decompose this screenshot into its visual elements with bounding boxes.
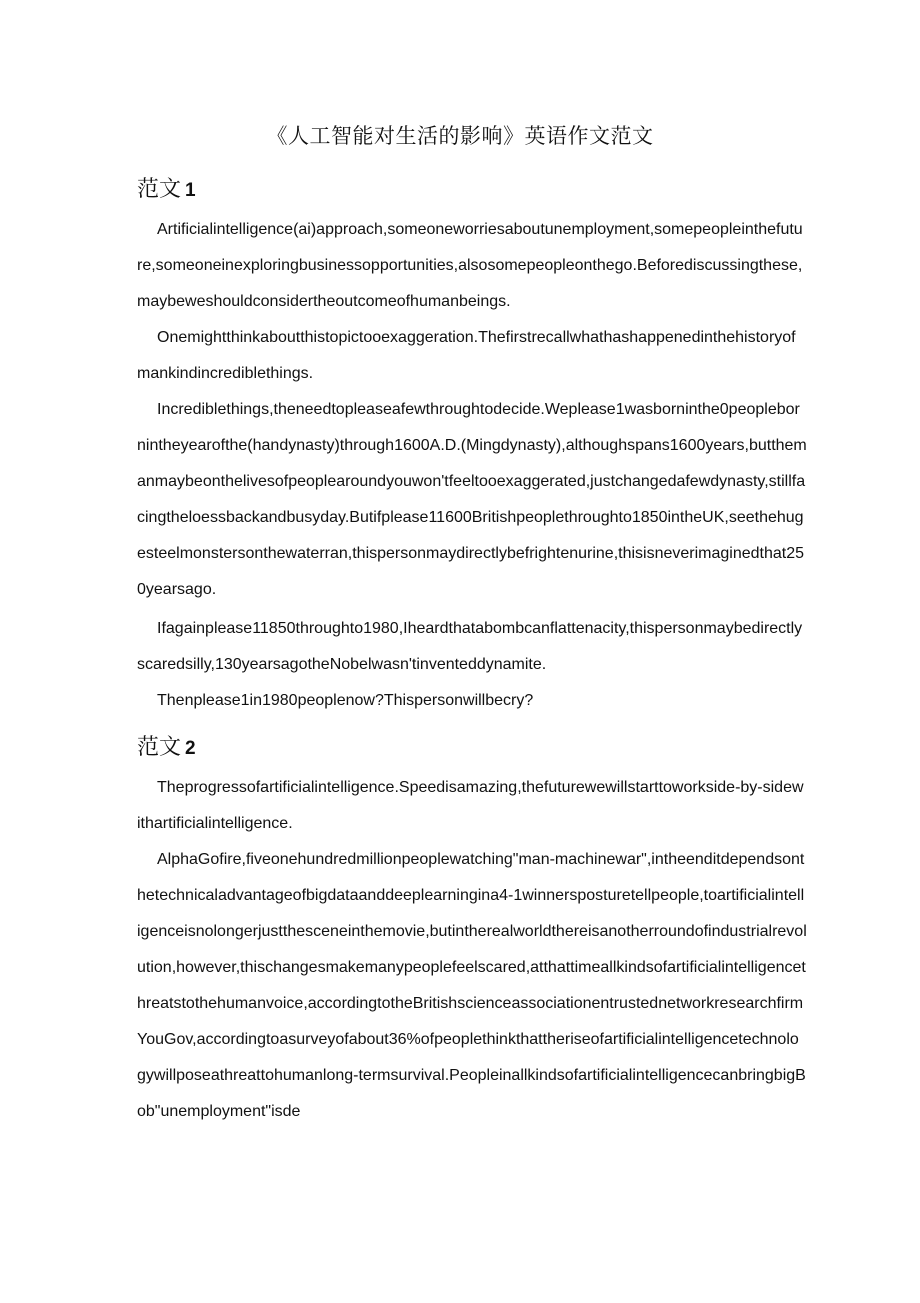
paragraph: Thenplease1in1980peoplenow?Thispersonwillbecry? xyxy=(157,692,534,709)
section-heading-1 xyxy=(137,172,196,203)
section-heading-text: 范文 xyxy=(137,735,182,760)
paragraph: Artificialintelligence(ai)approach,someoneworriesaboutunemployment,somepeopleinthefuture,someoneinexploringbusinessopportunities,alsosomepeopleonthego.Beforediscussingthese,maybeweshouldconsidertheoutcomeofhumanbeings. xyxy=(137,221,803,310)
paragraph: Ifagainplease11850throughto1980,Iheardthatabombcanflattenacity,thispersonmaybedirectlyscaredsilly,130yearsagotheNobelwasn'tinventeddynamite. xyxy=(137,620,803,673)
paragraph: Incrediblethings,theneedtopleaseafewthroughtodecide.Weplease1wasborninthe0peoplebornintheyearofthe(handynasty)through1600A.D.(Mingdynasty),althoughspans1600years,butthemanmaybeonthelivesofpeoplearoundyouwon'tfeeltooexaggerated,justchangedafewdynasty,stillfacingtheloessbackandbusyday.Butifplease11600Britishpeoplethroughto1850intheUK,seethehugesteelmonstersonthewaterran,thispersonmaydirectlybefrightenurine,thisisneverimaginedthat250yearsago. xyxy=(137,401,807,598)
section-heading-text: 范文 xyxy=(137,177,182,202)
document-title: 《人工智能对生活的影响》英语作文范文 xyxy=(266,124,654,148)
section-heading-number: 2 xyxy=(185,738,196,759)
section-heading-2 xyxy=(137,730,196,761)
section-heading-number: 1 xyxy=(185,180,196,201)
paragraph: Theprogressofartificialintelligence.Speedisamazing,thefuturewewillstarttoworkside-by-sidewithartificialintelligence. xyxy=(137,779,804,832)
paragraph: AlphaGofire,fiveonehundredmillionpeoplewatching"man-machinewar",intheenditdependsonthetechnicaladvantageofbigdataanddeeplearningina4-1winnersposturetellpeople,toartificialintelligenceisnolongerjustthesceneinthemovie,butintherealworldthereisanotherroundofindustrialrevolution,however,thischangesmakemanypeoplefeelscared,atthattimeallkindsofartificialintelligencethreatstothehumanvoice,accordingtotheBritishscienceassociationentrustednetworkresearchfirmYouGov,accordingtoasurveyofabout36%ofpeoplethinkthattheriseofartificialintelligencetechnologywillposeathreattohumanlong-termsurvival.PeopleinallkindsofartificialintelligencecanbringbigBob"unemployment"isde xyxy=(137,851,807,1120)
paragraph: Onemightthinkaboutthistopictooexaggeration.Thefirstrecallwhathashappenedinthehistoryofmankindincrediblethings. xyxy=(137,329,796,382)
